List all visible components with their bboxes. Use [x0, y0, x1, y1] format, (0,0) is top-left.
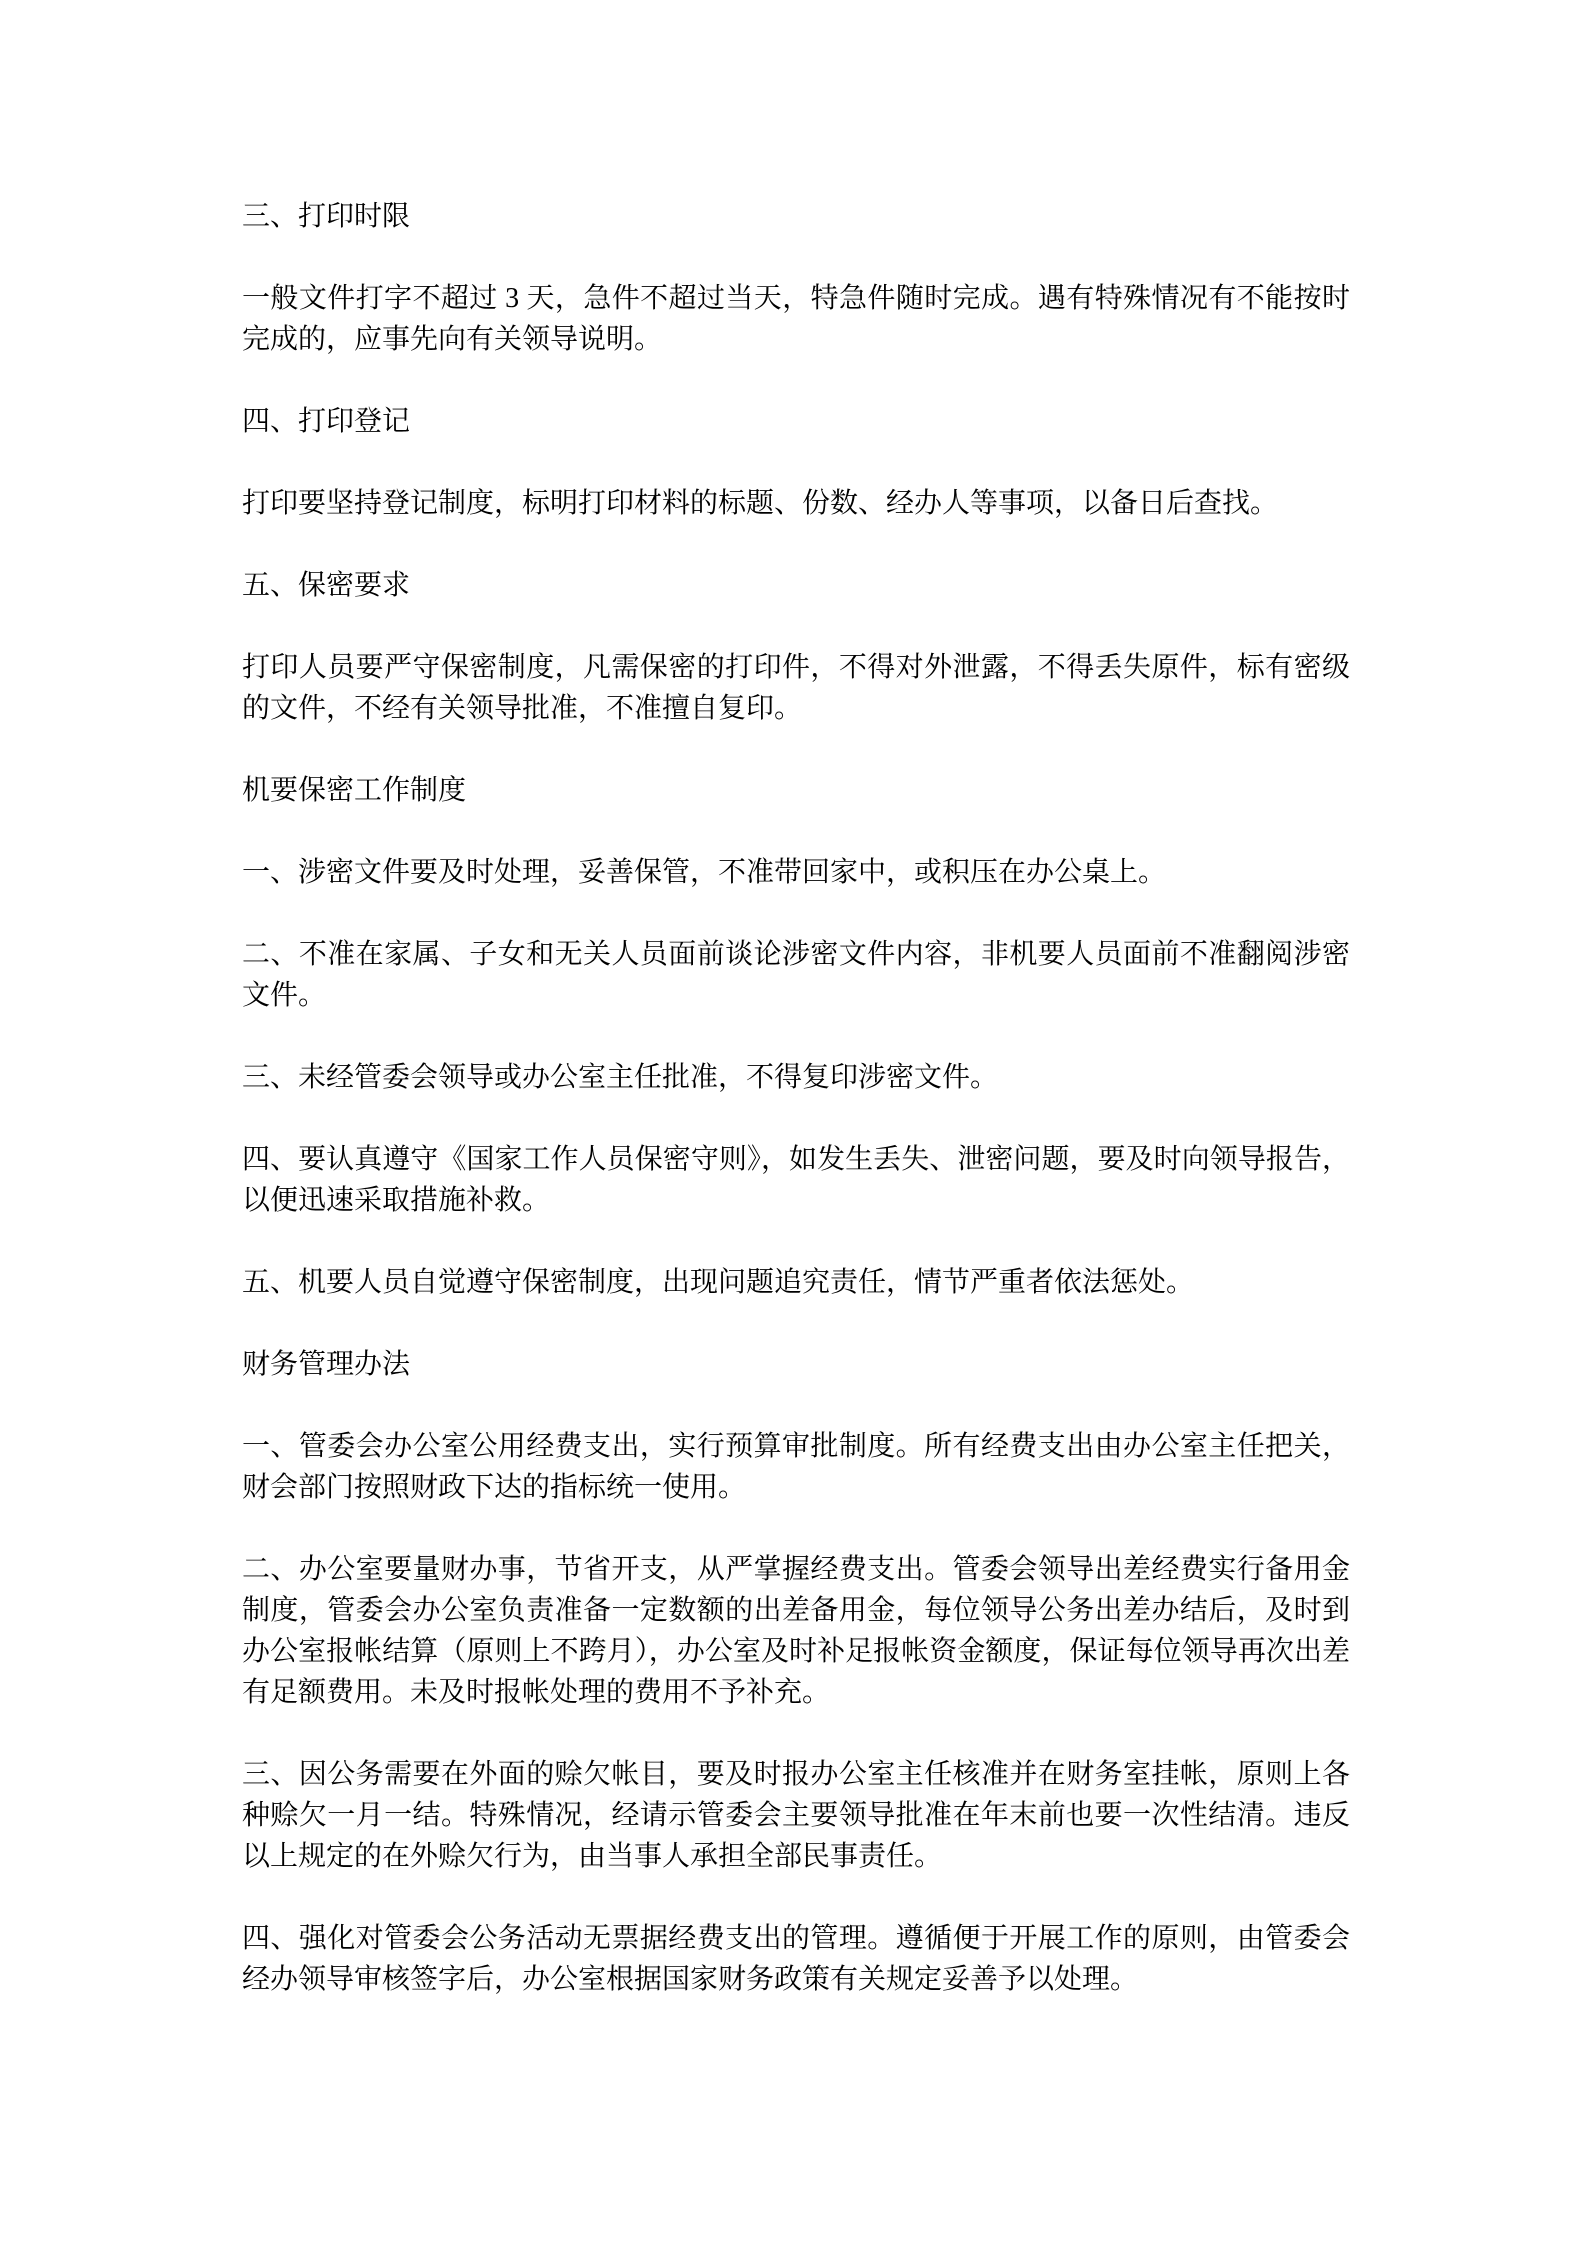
heading-print-deadline: 三、打印时限	[242, 201, 411, 232]
heading-confidential-work-system: 机要保密工作制度	[242, 775, 467, 806]
heading-confidentiality-requirement: 五、保密要求	[242, 570, 411, 601]
para-finance-rule-2: 二、办公室要量财办事，节省开支，从严掌握经费支出。管委会领导出差经费实行备用金制度，管委会办公室负责准备一定数额的出差备用金，每位领导公务出差办结后，及时到办公室报帐结算（原则上不跨月），办公室及时补足报帐资金额度，保证每位领导再次出差有足额费用。未及时报帐处理的费用不予补充。	[242, 1554, 1350, 1708]
para-print-deadline: 一般文件打字不超过 3 天，急件不超过当天，特急件随时完成。遇有特殊情况有不能按时完成的，应事先向有关领导说明。	[242, 283, 1350, 355]
para-confidential-rule-1: 一、涉密文件要及时处理，妥善保管，不准带回家中，或积压在办公桌上。	[242, 857, 1167, 888]
para-finance-rule-3: 三、因公务需要在外面的赊欠帐目，要及时报办公室主任核准并在财务室挂帐，原则上各种赊欠一月一结。特殊情况，经请示管委会主要领导批准在年末前也要一次性结清。违反以上规定的在外赊欠行为，由当事人承担全部民事责任。	[242, 1759, 1350, 1872]
para-finance-rule-4: 四、强化对管委会公务活动无票据经费支出的管理。遵循便于开展工作的原则，由管委会经办领导审核签字后，办公室根据国家财务政策有关规定妥善予以处理。	[242, 1923, 1350, 1995]
para-confidential-rule-2: 二、不准在家属、子女和无关人员面前谈论涉密文件内容，非机要人员面前不准翻阅涉密文件。	[242, 939, 1350, 1011]
heading-financial-management: 财务管理办法	[242, 1349, 411, 1380]
para-confidential-rule-5: 五、机要人员自觉遵守保密制度，出现问题追究责任，情节严重者依法惩处。	[242, 1267, 1195, 1298]
para-finance-rule-1: 一、管委会办公室公用经费支出，实行预算审批制度。所有经费支出由办公室主任把关，财会部门按照财政下达的指标统一使用。	[242, 1431, 1350, 1503]
heading-print-registration: 四、打印登记	[242, 406, 411, 437]
para-confidential-rule-3: 三、未经管委会领导或办公室主任批准，不得复印涉密文件。	[242, 1062, 999, 1093]
para-print-registration: 打印要坚持登记制度，标明打印材料的标题、份数、经办人等事项，以备日后查找。	[242, 488, 1279, 519]
para-confidential-rule-4: 四、要认真遵守《国家工作人员保密守则》，如发生丢失、泄密问题，要及时向领导报告，以便迅速采取措施补救。	[242, 1144, 1350, 1216]
para-confidentiality-requirement: 打印人员要严守保密制度，凡需保密的打印件，不得对外泄露，不得丢失原件，标有密级的文件，不经有关领导批准，不准擅自复印。	[242, 652, 1350, 724]
